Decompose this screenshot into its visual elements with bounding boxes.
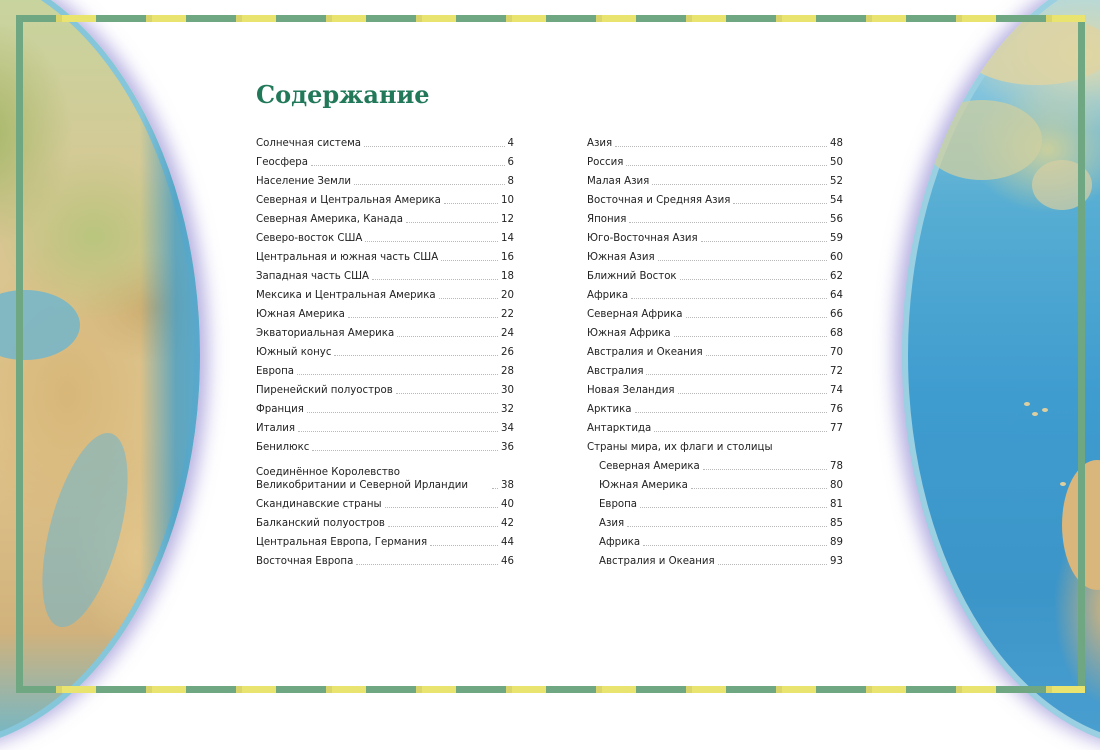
- toc-entry[interactable]: [256, 511, 514, 530]
- toc-entry-title: Западная часть США: [256, 271, 370, 282]
- toc-column-right: [587, 131, 843, 568]
- toc-entry[interactable]: [256, 302, 514, 321]
- toc-entry-page: 4: [507, 138, 514, 149]
- toc-entry-title: Россия: [587, 157, 624, 168]
- toc-entry-page: 93: [830, 556, 843, 567]
- dot-leader: [356, 564, 498, 565]
- toc-entry-page: 12: [501, 214, 514, 225]
- toc-entry[interactable]: [587, 283, 843, 302]
- toc-entry[interactable]: [587, 530, 843, 549]
- toc-entry-title: Япония: [587, 214, 627, 225]
- toc-entry-title: Центральная и южная часть США: [256, 252, 439, 263]
- dot-leader: [365, 241, 498, 242]
- dot-leader: [312, 450, 498, 451]
- toc-entry[interactable]: [256, 207, 514, 226]
- toc-entry-title: Северная Америка: [599, 461, 700, 472]
- dot-leader: [733, 203, 827, 204]
- toc-entry-page: 78: [830, 461, 843, 472]
- dot-leader: [674, 336, 827, 337]
- toc-entry[interactable]: [256, 283, 514, 302]
- toc-entry[interactable]: [587, 397, 843, 416]
- frame-stripe-bottom: [16, 686, 1085, 693]
- toc-entry[interactable]: [587, 378, 843, 397]
- toc-entry[interactable]: [587, 207, 843, 226]
- toc-entry-title: Центральная Европа, Германия: [256, 537, 428, 548]
- toc-entry-title: Южная Африка: [587, 328, 671, 339]
- toc-entry-page: 24: [501, 328, 514, 339]
- dot-leader: [439, 298, 498, 299]
- dot-leader: [385, 507, 498, 508]
- toc-entry-title: Азия: [599, 518, 625, 529]
- dot-leader: [640, 507, 827, 508]
- dot-leader: [311, 165, 505, 166]
- toc-entry[interactable]: [256, 454, 514, 492]
- toc-entry-title: Южная Америка: [599, 480, 688, 491]
- toc-entry[interactable]: [587, 321, 843, 340]
- toc-entry-page: 10: [501, 195, 514, 206]
- toc-entry-title: Австралия: [587, 366, 644, 377]
- toc-entry[interactable]: [256, 245, 514, 264]
- toc-entry[interactable]: [256, 188, 514, 207]
- toc-entry-page: 59: [830, 233, 843, 244]
- toc-entry-title: Африка: [599, 537, 641, 548]
- toc-entry-page: 36: [501, 442, 514, 453]
- frame-stripe-top: [16, 15, 1085, 22]
- toc-entry-title: Северная Америка, Канада: [256, 214, 403, 225]
- toc-entry-title: Азия: [587, 138, 613, 149]
- toc-entry[interactable]: [587, 245, 843, 264]
- dot-leader: [388, 526, 498, 527]
- dot-leader: [444, 203, 498, 204]
- page-title: Содержание: [256, 80, 430, 109]
- toc-entry[interactable]: [587, 131, 843, 150]
- dot-leader: [615, 146, 827, 147]
- dot-leader: [627, 526, 827, 527]
- toc-entry-page: 76: [830, 404, 843, 415]
- dot-leader: [691, 488, 827, 489]
- toc-entry[interactable]: [256, 264, 514, 283]
- dot-leader: [430, 545, 498, 546]
- dot-leader: [643, 545, 827, 546]
- toc-entry[interactable]: [256, 226, 514, 245]
- toc-entry-page: 34: [501, 423, 514, 434]
- toc-entry-title: Ближний Восток: [587, 271, 677, 282]
- toc-entry-title: Африка: [587, 290, 629, 301]
- dot-leader: [396, 393, 498, 394]
- toc-entry-page: 52: [830, 176, 843, 187]
- dot-leader: [397, 336, 498, 337]
- toc-entry-title: Италия: [256, 423, 296, 434]
- toc-entry-title: Антарктида: [587, 423, 652, 434]
- toc-entry[interactable]: [587, 340, 843, 359]
- toc-entry-title: Южный конус: [256, 347, 332, 358]
- dot-leader: [652, 184, 827, 185]
- dot-leader: [654, 431, 827, 432]
- toc-entry-page: 46: [501, 556, 514, 567]
- toc-entry-title: Северная Африка: [587, 309, 683, 320]
- toc-entry-page: 28: [501, 366, 514, 377]
- toc-entry[interactable]: [256, 131, 514, 150]
- toc-entry[interactable]: [256, 492, 514, 511]
- toc-entry-page: 48: [830, 138, 843, 149]
- toc-entry-title: Юго-Восточная Азия: [587, 233, 698, 244]
- toc-entry[interactable]: [587, 169, 843, 188]
- toc-entry-page: 56: [830, 214, 843, 225]
- toc-entry-title: Балканский полуостров: [256, 518, 385, 529]
- toc-entry[interactable]: [256, 397, 514, 416]
- toc-entry[interactable]: [587, 473, 843, 492]
- dot-leader: [354, 184, 505, 185]
- toc-entry-title: Скандинавские страны: [256, 499, 382, 510]
- toc-entry[interactable]: [256, 359, 514, 378]
- toc-entry-page: 60: [830, 252, 843, 263]
- toc-entry[interactable]: [587, 359, 843, 378]
- toc-entry[interactable]: [256, 416, 514, 435]
- dot-leader: [372, 279, 498, 280]
- toc-entry[interactable]: [256, 549, 514, 568]
- dot-leader: [680, 279, 827, 280]
- toc-entry[interactable]: [256, 169, 514, 188]
- toc-entry[interactable]: [587, 226, 843, 245]
- dot-leader: [703, 469, 827, 470]
- toc-entry-title: Северо-восток США: [256, 233, 363, 244]
- toc-entry-page: 40: [501, 499, 514, 510]
- toc-entry-page: 54: [830, 195, 843, 206]
- toc-entry-page: 42: [501, 518, 514, 529]
- toc-entry[interactable]: [587, 511, 843, 530]
- toc-entry-page: 32: [501, 404, 514, 415]
- toc-entry-title: Южная Америка: [256, 309, 345, 320]
- page-frame: [16, 15, 1085, 693]
- toc-entry-title: Пиренейский полуостров: [256, 385, 393, 396]
- dot-leader: [701, 241, 827, 242]
- toc-entry[interactable]: [587, 264, 843, 283]
- toc-entry[interactable]: [587, 150, 843, 169]
- toc-entry-title: Европа: [256, 366, 295, 377]
- toc-entry-page: 89: [830, 537, 843, 548]
- toc-entry[interactable]: [587, 454, 843, 473]
- toc-entry-page: 68: [830, 328, 843, 339]
- dot-leader: [646, 374, 827, 375]
- toc-entry-page: 80: [830, 480, 843, 491]
- toc-entry-page: 85: [830, 518, 843, 529]
- toc-entry-page: 77: [830, 423, 843, 434]
- toc-entry-page: 66: [830, 309, 843, 320]
- toc-entry-title: Австралия и Океания: [587, 347, 703, 358]
- toc-entry-title: Франция: [256, 404, 304, 415]
- toc-entry-page: 26: [501, 347, 514, 358]
- toc-entry[interactable]: [256, 378, 514, 397]
- dot-leader: [635, 412, 827, 413]
- toc-entry-title: Южная Азия: [587, 252, 655, 263]
- dot-leader: [307, 412, 498, 413]
- toc-entry[interactable]: [587, 416, 843, 435]
- toc-entry[interactable]: [256, 340, 514, 359]
- toc-entry[interactable]: [587, 302, 843, 321]
- toc-entry-title: Страны мира, их флаги и столицы: [587, 442, 773, 453]
- dot-leader: [718, 564, 827, 565]
- toc-entry-title: Малая Азия: [587, 176, 650, 187]
- toc-entry-page: 62: [830, 271, 843, 282]
- toc-entry-title: Новая Зеландия: [587, 385, 675, 396]
- toc-entry-page: 18: [501, 271, 514, 282]
- toc-column-left: [256, 131, 514, 568]
- toc-entry-title: Восточная Европа: [256, 556, 354, 567]
- toc-entry-page: 72: [830, 366, 843, 377]
- toc-entry-page: 6: [507, 157, 514, 168]
- toc-entry-title: Экваториальная Америка: [256, 328, 395, 339]
- toc-entry-title: Население Земли: [256, 176, 351, 187]
- toc-entry-title: Австралия и Океания: [599, 556, 715, 567]
- toc-entry[interactable]: [256, 321, 514, 340]
- toc-entry-title: Европа: [599, 499, 638, 510]
- dot-leader: [658, 260, 827, 261]
- toc-entry-page: 8: [507, 176, 514, 187]
- toc-entry-page: 20: [501, 290, 514, 301]
- dot-leader: [706, 355, 827, 356]
- dot-leader: [631, 298, 827, 299]
- toc-entry-page: 14: [501, 233, 514, 244]
- toc-entry[interactable]: [256, 530, 514, 549]
- toc-entry-page: 70: [830, 347, 843, 358]
- toc-entry-page: 38: [501, 480, 514, 491]
- toc-entry-title: Бенилюкс: [256, 442, 310, 453]
- toc-entry-page: 16: [501, 252, 514, 263]
- dot-leader: [629, 222, 827, 223]
- toc-entry[interactable]: [256, 150, 514, 169]
- dot-leader: [406, 222, 498, 223]
- toc-entry-title: Северная и Центральная Америка: [256, 195, 441, 206]
- toc-entry-title: Мексика и Центральная Америка: [256, 290, 436, 301]
- toc-entry-title: Соединённое Королевство Великобритании и Северной Ирландии: [256, 467, 468, 491]
- toc-entry-page: 81: [830, 499, 843, 510]
- toc-entry-title: Геосфера: [256, 157, 309, 168]
- toc-entry-page: 22: [501, 309, 514, 320]
- dot-leader: [626, 165, 827, 166]
- toc-entry[interactable]: [587, 492, 843, 511]
- toc-entry[interactable]: [256, 435, 514, 454]
- toc-entry-page: 30: [501, 385, 514, 396]
- toc-entry[interactable]: [587, 188, 843, 207]
- dot-leader: [348, 317, 498, 318]
- toc-entry[interactable]: [587, 435, 843, 454]
- toc-entry-title: Солнечная система: [256, 138, 362, 149]
- dot-leader: [297, 374, 498, 375]
- toc-entry-page: 64: [830, 290, 843, 301]
- dot-leader: [364, 146, 504, 147]
- toc-entry-page: 44: [501, 537, 514, 548]
- toc-entry-title: Арктика: [587, 404, 632, 415]
- toc-entry-page: 74: [830, 385, 843, 396]
- dot-leader: [686, 317, 827, 318]
- dot-leader: [298, 431, 498, 432]
- dot-leader: [441, 260, 498, 261]
- toc-entry-title: Восточная и Средняя Азия: [587, 195, 731, 206]
- toc-entry-page: 50: [830, 157, 843, 168]
- dot-leader: [678, 393, 828, 394]
- dot-leader: [334, 355, 498, 356]
- dot-leader: [492, 488, 498, 489]
- toc-entry[interactable]: [587, 549, 843, 568]
